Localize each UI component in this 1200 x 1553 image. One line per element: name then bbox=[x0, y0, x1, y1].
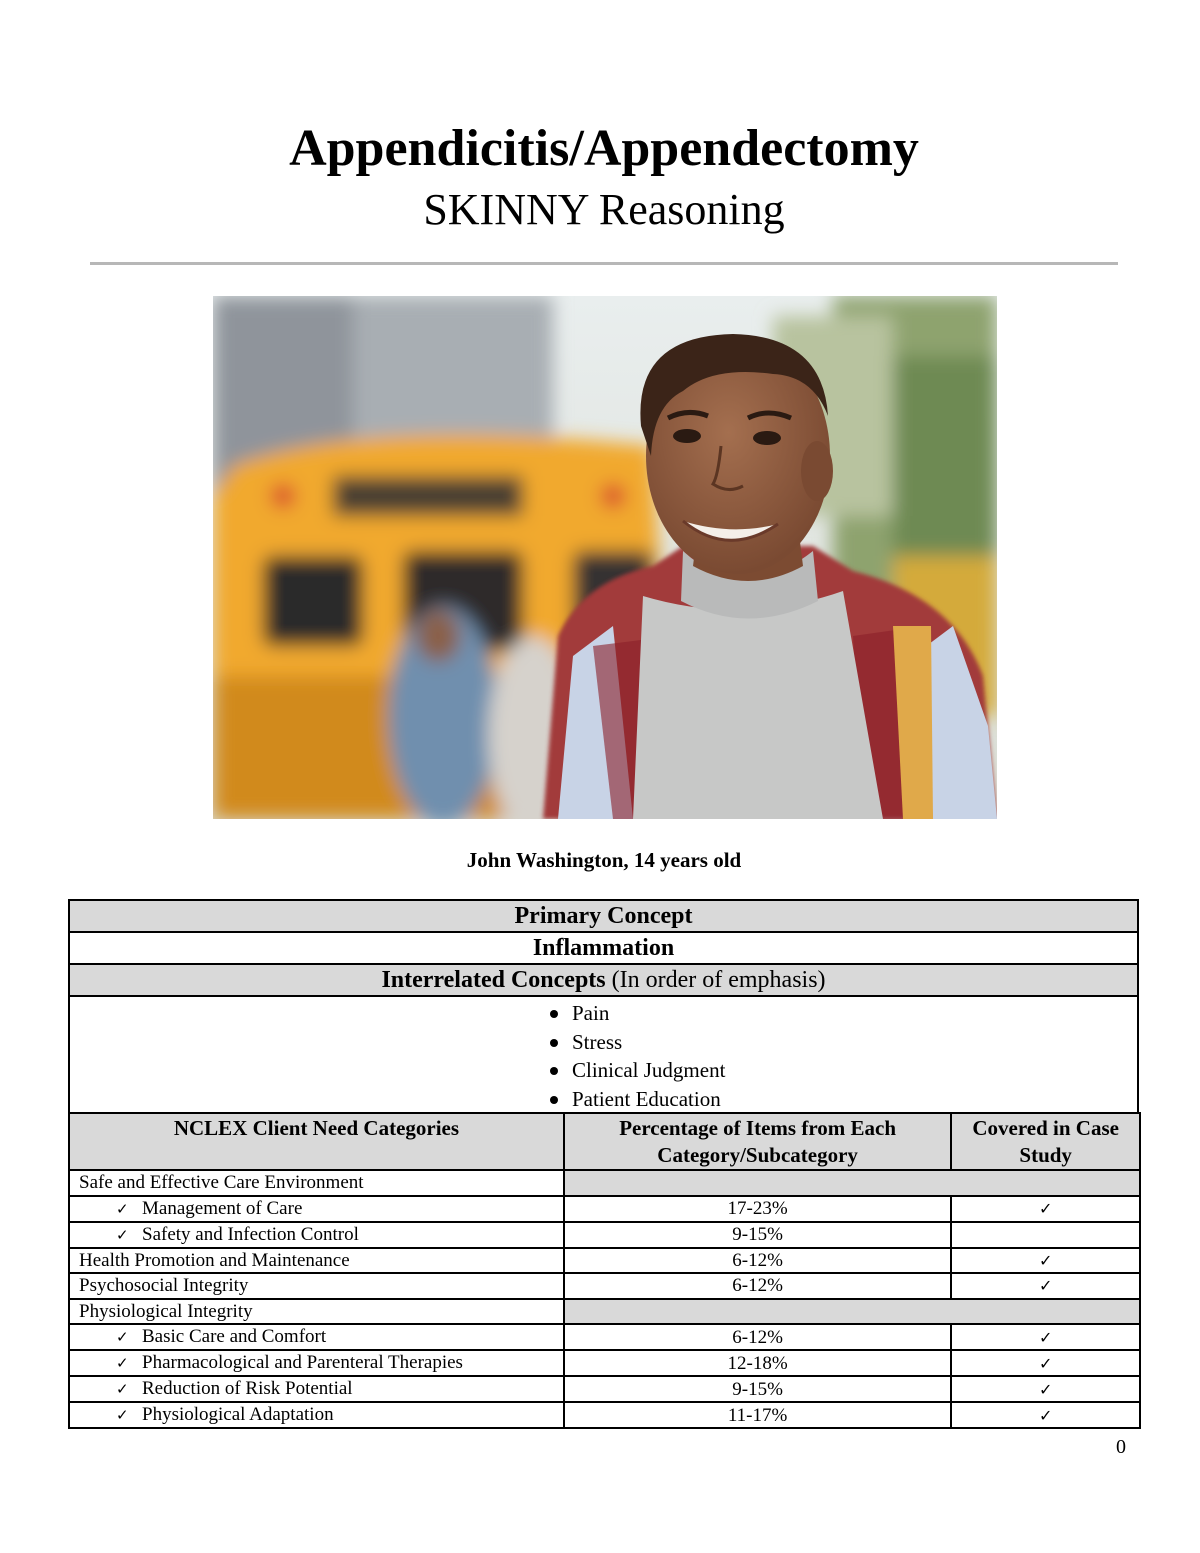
covered-cell bbox=[951, 1248, 1140, 1274]
percentage-cell: 6-12% bbox=[564, 1273, 951, 1299]
document-title: Appendicitis/Appendectomy bbox=[289, 120, 919, 177]
patient-photo bbox=[213, 296, 997, 819]
category-cell bbox=[69, 1376, 564, 1402]
category-label: Basic Care and Comfort bbox=[142, 1326, 327, 1347]
category-cell bbox=[69, 1324, 564, 1350]
checkmark-icon: ✓ bbox=[116, 1354, 129, 1372]
table-row bbox=[69, 1376, 1140, 1402]
checkmark-icon: ✓ bbox=[1038, 1379, 1053, 1399]
percentage-cell: 9-15% bbox=[564, 1376, 951, 1402]
category-label: Physiological Adaptation bbox=[142, 1404, 334, 1425]
interrelated-concepts-list bbox=[70, 997, 1137, 1113]
table-row bbox=[69, 1196, 1140, 1222]
section-shaded-cell bbox=[564, 1170, 1140, 1196]
checkmark-icon: ✓ bbox=[1038, 1199, 1053, 1218]
concept-item: Patient Education bbox=[548, 1085, 1137, 1114]
percentage-cell: 17-23% bbox=[564, 1196, 951, 1222]
category-label: Physiological Integrity bbox=[79, 1300, 253, 1322]
checkmark-icon: ✓ bbox=[1038, 1250, 1053, 1270]
checkmark-icon: ✓ bbox=[1038, 1327, 1053, 1347]
covered-cell bbox=[951, 1222, 1140, 1248]
covered-cell bbox=[951, 1273, 1140, 1299]
category-cell bbox=[69, 1248, 564, 1274]
checkmark-icon: ✓ bbox=[1038, 1276, 1053, 1296]
checkmark-icon: ✓ bbox=[116, 1328, 129, 1346]
concept-item: Stress bbox=[548, 1028, 1137, 1057]
category-cell bbox=[69, 1222, 564, 1248]
category-cell bbox=[69, 1170, 564, 1196]
category-cell bbox=[69, 1402, 564, 1428]
checkmark-icon: ✓ bbox=[116, 1380, 129, 1398]
percentage-cell: 6-12% bbox=[564, 1324, 951, 1350]
table-row bbox=[69, 1222, 1140, 1248]
covered-cell bbox=[951, 1196, 1140, 1222]
concept-item: Clinical Judgment bbox=[548, 1056, 1137, 1085]
nclex-header-row bbox=[69, 1113, 1140, 1170]
category-label: Safety and Infection Control bbox=[142, 1223, 359, 1245]
page-number: 0 bbox=[1116, 1436, 1126, 1458]
interrelated-heading-text: Interrelated Concepts bbox=[381, 967, 606, 993]
category-label: Safe and Effective Care Environment bbox=[79, 1172, 364, 1194]
nclex-header-percentage: Percentage of Items from Each Category/Subcategory bbox=[564, 1113, 951, 1170]
covered-cell bbox=[951, 1324, 1140, 1350]
percentage-cell: 12-18% bbox=[564, 1350, 951, 1376]
category-cell bbox=[69, 1350, 564, 1376]
table-row bbox=[69, 1324, 1140, 1350]
table-row bbox=[69, 1248, 1140, 1274]
concepts-box bbox=[68, 899, 1139, 1115]
section-shaded-cell bbox=[564, 1299, 1140, 1325]
table-row bbox=[69, 1273, 1140, 1299]
checkmark-icon: ✓ bbox=[116, 1225, 129, 1244]
interrelated-concepts-heading bbox=[70, 965, 1137, 997]
nclex-table bbox=[68, 1112, 1141, 1429]
checkmark-icon: ✓ bbox=[116, 1199, 129, 1218]
category-label: Psychosocial Integrity bbox=[79, 1275, 249, 1297]
category-label: Health Promotion and Maintenance bbox=[79, 1249, 350, 1271]
title-divider bbox=[90, 262, 1118, 265]
covered-cell bbox=[951, 1350, 1140, 1376]
primary-concept-heading: Primary Concept bbox=[70, 901, 1137, 933]
nclex-header-covered: Covered in Case Study bbox=[951, 1113, 1140, 1170]
category-cell bbox=[69, 1299, 564, 1325]
primary-concept-value: Inflammation bbox=[70, 933, 1137, 965]
nclex-header-category: NCLEX Client Need Categories bbox=[69, 1113, 564, 1170]
document-subtitle: SKINNY Reasoning bbox=[423, 185, 785, 234]
checkmark-icon: ✓ bbox=[1038, 1353, 1053, 1373]
checkmark-icon: ✓ bbox=[116, 1406, 129, 1424]
checkmark-icon: ✓ bbox=[1038, 1405, 1053, 1425]
concept-item: Pain bbox=[548, 999, 1137, 1028]
percentage-cell: 6-12% bbox=[564, 1248, 951, 1274]
table-row bbox=[69, 1299, 1140, 1325]
covered-cell bbox=[951, 1402, 1140, 1428]
interrelated-heading-note: (In order of emphasis) bbox=[605, 967, 826, 993]
photo-caption: John Washington, 14 years old bbox=[466, 848, 742, 872]
table-row bbox=[69, 1350, 1140, 1376]
category-label: Reduction of Risk Potential bbox=[142, 1378, 353, 1399]
table-row bbox=[69, 1170, 1140, 1196]
category-cell bbox=[69, 1196, 564, 1222]
category-label: Pharmacological and Parenteral Therapies bbox=[142, 1352, 463, 1373]
percentage-cell: 11-17% bbox=[564, 1402, 951, 1428]
table-row bbox=[69, 1402, 1140, 1428]
category-cell bbox=[69, 1273, 564, 1299]
percentage-cell: 9-15% bbox=[564, 1222, 951, 1248]
covered-cell bbox=[951, 1376, 1140, 1402]
category-label: Management of Care bbox=[142, 1197, 303, 1219]
